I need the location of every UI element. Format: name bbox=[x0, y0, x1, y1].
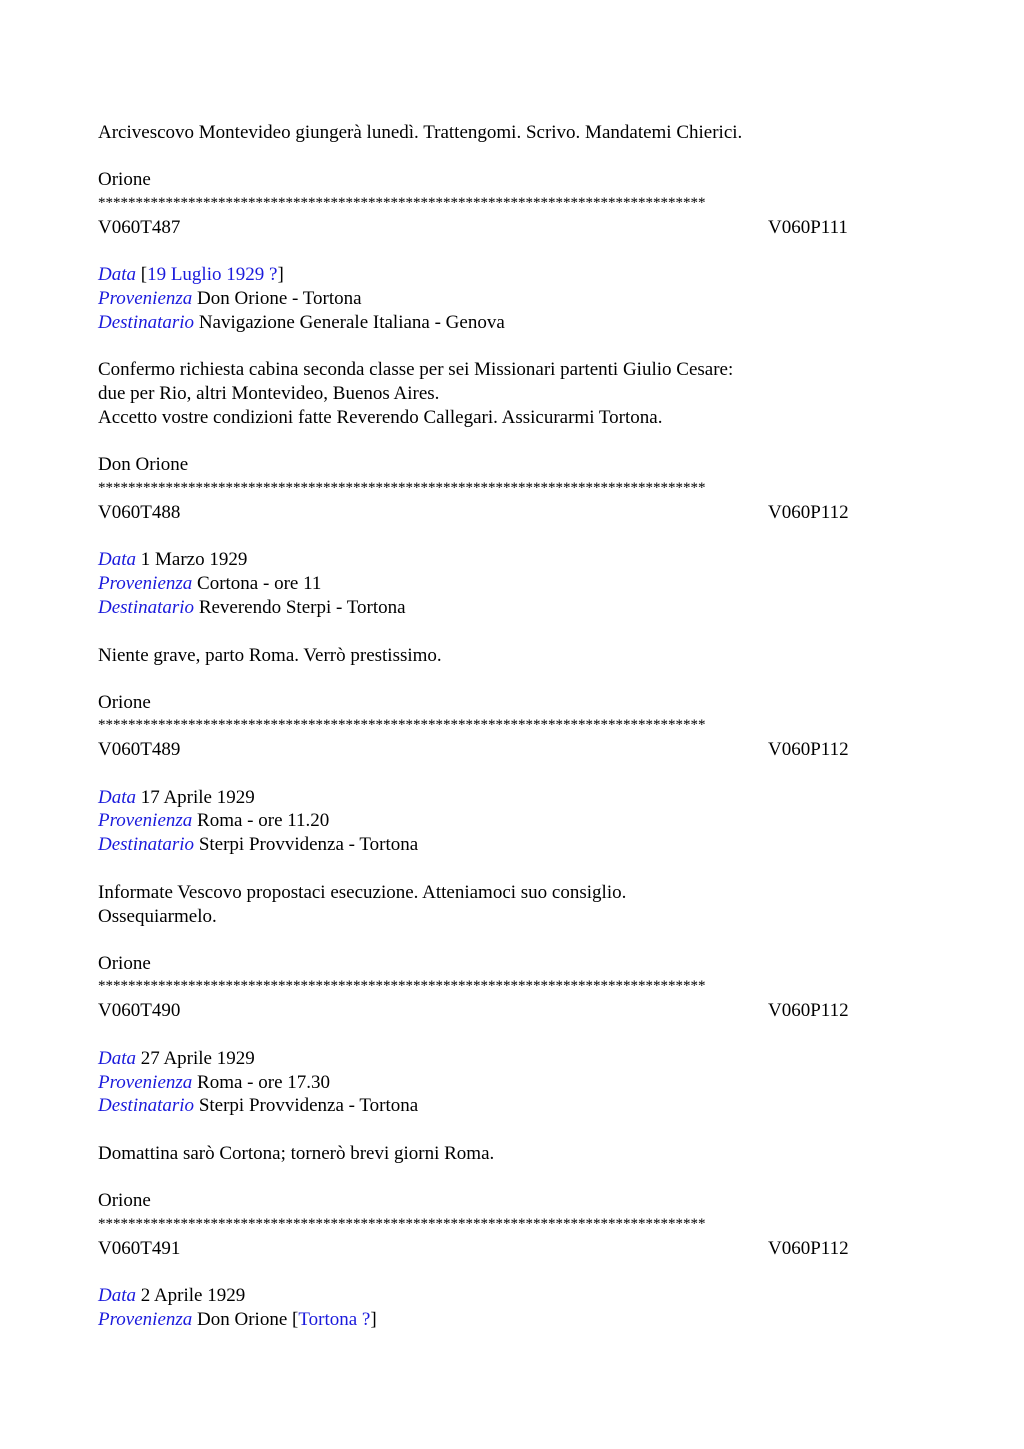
data-label: Data bbox=[98, 1285, 136, 1306]
provenienza-label: Provenienza bbox=[98, 573, 193, 594]
entry-date: 1 Marzo 1929 bbox=[140, 549, 248, 570]
bracket-open: [ bbox=[140, 264, 148, 285]
entry-provenienza: Don Orione bbox=[197, 1309, 293, 1330]
separator: ********************************************************************************* bbox=[98, 978, 706, 994]
data-label: Data bbox=[98, 549, 136, 570]
entry-body-line: Domattina sarò Cortona; tornerò brevi giorni Roma. bbox=[98, 1143, 495, 1164]
entry-id: V060T491 bbox=[98, 1238, 181, 1259]
separator: ********************************************************************************* bbox=[98, 1216, 706, 1232]
entry-provenienza: Roma - ore 11.20 bbox=[197, 810, 330, 831]
entry-date-line bbox=[98, 786, 255, 810]
entry-date-line bbox=[98, 1284, 245, 1308]
entry-provenienza: Don Orione - Tortona bbox=[197, 288, 362, 309]
entry-destinatario-line bbox=[98, 596, 406, 620]
destinatario-label: Destinatario bbox=[98, 312, 195, 333]
intro-signature: Orione bbox=[98, 169, 151, 190]
entry-signature: Orione bbox=[98, 1190, 151, 1211]
entry-id: V060T489 bbox=[98, 739, 181, 760]
entry-provenienza-line bbox=[98, 1308, 377, 1332]
entry-provenienza-uncertain: Tortona ? bbox=[298, 1309, 371, 1330]
entry-date: 17 Aprile 1929 bbox=[140, 787, 255, 808]
provenienza-label: Provenienza bbox=[98, 288, 193, 309]
entry-body-line: Confermo richiesta cabina seconda classe per sei Missionari partenti Giulio Cesare: bbox=[98, 359, 734, 380]
entry-date: 2 Aprile 1929 bbox=[140, 1285, 246, 1306]
destinatario-label: Destinatario bbox=[98, 1095, 195, 1116]
entry-date-line bbox=[98, 1047, 255, 1071]
entry-body-line: Informate Vescovo propostaci esecuzione. Atteniamoci suo consiglio. bbox=[98, 882, 627, 903]
intro-text: Arcivescovo Montevideo giungerà lunedì. Trattengomi. Scrivo. Mandatemi Chierici. bbox=[98, 122, 743, 143]
entry-date-line bbox=[98, 263, 284, 287]
separator: ********************************************************************************* bbox=[98, 195, 706, 211]
entry-body-line: due per Rio, altri Montevideo, Buenos Aires. bbox=[98, 383, 440, 404]
entry-destinatario-line bbox=[98, 833, 418, 857]
data-label: Data bbox=[98, 787, 136, 808]
entry-page-ref: V060P112 bbox=[768, 739, 849, 760]
entry-date: 19 Luglio 1929 ? bbox=[147, 264, 278, 285]
entry-body-line: Ossequiarmelo. bbox=[98, 906, 217, 927]
provenienza-label: Provenienza bbox=[98, 1309, 193, 1330]
entry-provenienza-line bbox=[98, 572, 321, 596]
entry-provenienza-line bbox=[98, 809, 329, 833]
entry-destinatario: Navigazione Generale Italiana - Genova bbox=[198, 312, 505, 333]
entry-destinatario-line bbox=[98, 311, 505, 335]
entry-signature: Orione bbox=[98, 692, 151, 713]
provenienza-label: Provenienza bbox=[98, 1072, 193, 1093]
entry-provenienza-line bbox=[98, 1071, 330, 1095]
entry-signature: Don Orione bbox=[98, 454, 189, 475]
entry-id: V060T487 bbox=[98, 217, 181, 238]
separator: ********************************************************************************* bbox=[98, 480, 706, 496]
destinatario-label: Destinatario bbox=[98, 597, 195, 618]
entry-date-line bbox=[98, 548, 247, 572]
entry-id: V060T488 bbox=[98, 502, 181, 523]
entry-date: 27 Aprile 1929 bbox=[140, 1048, 255, 1069]
data-label: Data bbox=[98, 264, 136, 285]
entry-page-ref: V060P111 bbox=[768, 217, 848, 238]
bracket-close: ] bbox=[277, 264, 284, 285]
data-label: Data bbox=[98, 1048, 136, 1069]
bracket-close: ] bbox=[370, 1309, 377, 1330]
entry-destinatario-line bbox=[98, 1094, 418, 1118]
entry-page-ref: V060P112 bbox=[768, 1238, 849, 1259]
entry-provenienza-line bbox=[98, 287, 362, 311]
destinatario-label: Destinatario bbox=[98, 834, 195, 855]
entry-destinatario: Sterpi Provvidenza - Tortona bbox=[198, 834, 419, 855]
entry-body-line: Niente grave, parto Roma. Verrò prestissimo. bbox=[98, 645, 442, 666]
entry-provenienza: Roma - ore 17.30 bbox=[197, 1072, 331, 1093]
entry-page-ref: V060P112 bbox=[768, 502, 849, 523]
separator: ********************************************************************************* bbox=[98, 717, 706, 733]
entry-destinatario: Sterpi Provvidenza - Tortona bbox=[198, 1095, 419, 1116]
entry-provenienza: Cortona - ore 11 bbox=[197, 573, 322, 594]
provenienza-label: Provenienza bbox=[98, 810, 193, 831]
bracket-open: [ bbox=[292, 1309, 299, 1330]
entry-id: V060T490 bbox=[98, 1000, 181, 1021]
entry-body-line: Accetto vostre condizioni fatte Reverendo Callegari. Assicurarmi Tortona. bbox=[98, 407, 663, 428]
entry-destinatario: Reverendo Sterpi - Tortona bbox=[198, 597, 406, 618]
entry-page-ref: V060P112 bbox=[768, 1000, 849, 1021]
entry-signature: Orione bbox=[98, 953, 151, 974]
